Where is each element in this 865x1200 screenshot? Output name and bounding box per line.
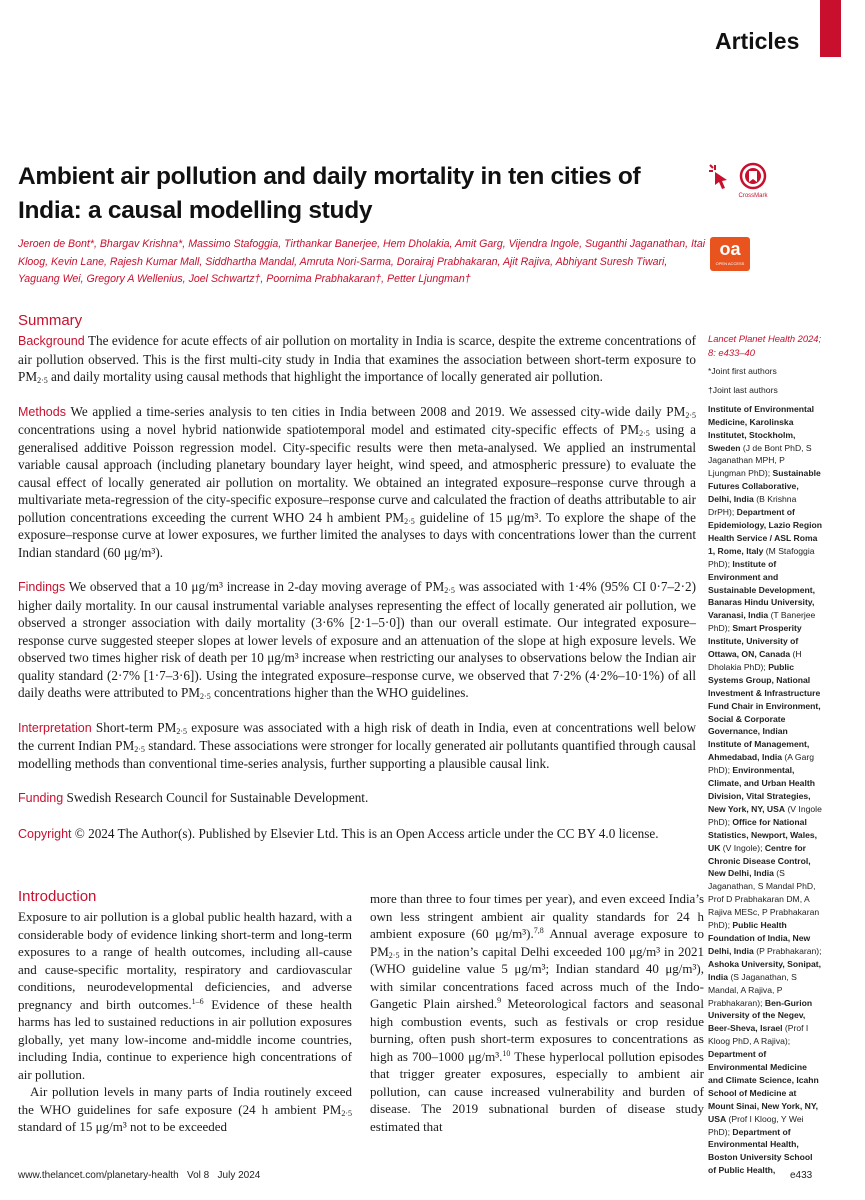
abstract-funding [18,789,696,808]
open-access-badge[interactable] [710,237,750,271]
intro-column-left: Exposure to air pollution is a global public health hazard, with a considerable body of evidence linking short-term and long-term exposures to a range of health outcomes, including all-cause and cause-specific mortality, respiratory and cardiovascular conditions, neurodevelopmental deficiencies, and adverse pregnancy and birth outcomes.$^{1-6}$ Evidence of these health harms has led to sustained reductions in air pollution exposures globally, yet many low-income and-middle income countries, including India, continue to experience high concentrations of air pollution. Air pollution levels in many parts of India routinely exceed the WHO guidelines for safe exposure (24 h ambient $PM_{2\cdot 5}$ standard of 15 μg/m³ not to be exceeded [18,909,352,1134]
affiliations: Institute of Environmental Medicine, Karolinska Institutet, Stockholm, Sweden (J de Bont PhD, S Jaganathan MPH, P Ljungman PhD); Sustainable Futures Collaborative, Delhi, India (B Krishna DrPH); Department of Epidemiology, Lazio Region Health Service / ASL Roma 1, Rome, Italy (M Stafoggia PhD); Institute of Environment and Sustainable Development, Banaras Hindu University, Varanasi, India (T Banerjee PhD); Smart Prosperity Institute, University of Ottawa, ON, Canada (H Dholakia PhD); Public Systems Group, National Investment & Infrastructure Fund Chair in Environment, Social & Corporate Governance, Indian Institute of Management, Ahmedabad, India (A Garg PhD); Environmental, Climate, and Urban Health Division, Vital Strategies, New York, NY, USA (V Ingole PhD); Office for National Statistics, Newport, Wales, UK (V Ingole); Centre for Chronic Disease Control, New Delhi, India (S Jaganathan, S Mandal PhD, Prof D Prabhakaran DM, A Rajiva MESc, P Prabhakaran PhD); Public Health Foundation of India, New Delhi, India (P Prabhakaran); Ashoka University, Sonipat, India (S Jaganathan, S Mandal, A Rajiva, P Prabhakaran); Ben-Gurion University of the Negev, Beer-Sheva, Israel (Prof I Kloog PhD, A Rajiva); Department of Environmental Medicine and Climate Science, Icahn School of Medicine at Mount Sinai, New York, NY, USA (Prof I Kloog, Y Wei PhD); Department of Environmental Health, Boston University School of Public Health, [708,403,822,1176]
footer-journal[interactable]: www.thelancet.com/planetary-health Vol 8 July 2024 [18,1170,261,1181]
sidebar [708,332,823,1177]
article-title: Ambient air pollution and daily mortality in ten cities of India: a causal modelling study [18,163,641,224]
background-label: Background [18,334,85,348]
oa-subtext: OPEN ACCESS [715,261,745,266]
intro-column-right: more than three to four times per year), and even exceed India’s own less stringent ambient air quality standards for 24 h ambient exposure (60 μg/m³).$^{7,8}$ Annual average exposure to $PM_{2\cdot 5}$ in the nation’s capital Delhi exceeded 100 μg/m³ in 2021 (WHO guideline value 5 μg/m³; Indian standard 40 μg/m³), with similar concentrations faced across much of the Indo-Gangetic Plain airshed.$^9$ Meteorological factors and seasonal high combustion events, such as festivals or crop residue burning, often push short-term exposures to concentrations as high as 700–1000 μg/m³.$^{10}$ These hyperlocal pollution episodes that trigger greater exposures, especially to ambient air pollution, can cause increased vulnerability and burden of disease. The 2019 subnational burden of disease study estimated that [370,891,704,1134]
abstract-findings: Findings We observed that a 10 μg/m³ increase in 2-day moving average of $PM_{2\cdot 5}$ was associated with 1·4% (95% CI 0·7–2·2) higher daily mortality. In our causal instrumental variable analyses representing the effect of locally generated air pollution, we observed a stronger association with daily mortality (3·6% [2·1–5·0]) than our overall estimate. Our integrated exposure–response curve suggested steeper slopes at lower levels of exposure and an attenuation of the slope at high exposure levels. We observed two times higher risk of death per 10 μg/m³ increase when restricting our analyses to observations below the Indian air quality standard (2·7% [1·7–3·6]). Using the integrated exposure–response curve, we observed that 7·2% (4·2%–10·1%) of all daily deaths were attributed to $PM_{2\cdot 5}$ concentrations higher than the WHO guidelines. [18,579,697,701]
summary-heading: Summary [18,312,83,329]
abstract-methods: Methods We applied a time-series analysis to ten cities in India between 2008 and 2019. We assessed city-wide daily $PM_{2\cdot 5}$ concentrations using a novel hybrid nationwide spatiotemporal model and estimated city-specific effects of $PM_{2\cdot 5}$ using a generalised additive Poisson regression model. City-specific results were then meta-analysed. We applied an instrumental variable causal approach (including planetary boundary layer height, wind speed, and atmospheric pressure) to evaluate the causal effect of locally generated air pollution on mortality. We obtained an integrated exposure–response curve through a multivariate meta-regression of the city-specific exposure–response curve and calculated the fraction of deaths attributable to air pollution concentrations exceeding the current WHO 24 h ambient $PM_{2\cdot 5}$ guideline of 15 μg/m³. To explore the shape of the exposure–response curve at lower exposures, we further limited the analyses to days with concentrations lower than the current Indian standard (60 μg/m³). [18,403,696,560]
methods-label: Methods [18,404,66,419]
abstract-background: Background The evidence for acute effects of air pollution on mortality in India is scarce, despite the extreme concentrations of air pollution observed. This is the first multi-city study in India that examines the association between short-term exposure to $PM_{2\cdot 5}$ and daily mortality using causal methods that highlight the importance of locally generated air pollution. [18,333,696,385]
abstract-interpretation: Interpretation Short-term $PM_{2\cdot 5}$ exposure was associated with a high risk of death in India, even at concentrations well below the current Indian $PM_{2\cdot 5}$ standard. These associations were stronger for locally generated air pollutants quantified through causal modelling methods than conventional time-series analysis, further supporting a plausible causal link. [18,719,696,771]
crossmark-label: CrossMark [738,193,768,199]
joint-first-note: *Joint first authors [708,366,777,376]
section-color-bar [820,0,841,57]
interpretation-label: Interpretation [18,720,92,735]
journal-citation: Lancet Planet Health 2024; 8: e433–40 [708,333,822,358]
findings-label: Findings [18,580,66,594]
footer-page-number: e433 [790,1170,813,1181]
introduction-heading: Introduction [18,888,97,905]
funding-label: Funding [18,791,64,805]
copyright-label: Copyright [18,826,72,841]
oa-text: oa [719,239,741,259]
abstract [18,332,696,860]
joint-last-note: †Joint last authors [708,384,778,395]
section-label: Articles [715,28,800,54]
author-list: Jeroen de Bont*, Bhargav Krishna*, Massimo Stafoggia, Tirthankar Banerjee, Hem Dholakia, Amit Garg, Vijendra Ingole, Suganthi Jaganathan, Itai Kloog, Kevin Lane, Rajesh Kumar Mall, Siddhartha Mandal, Amruta Nori-Sarma, Dorairaj Prabhakaran, Ajit Rajiva, Abhiyant Suresh Tiwari, Yaguang Wei, Gregory A Wellenius, Joel Schwartz†, Poornima Prabhakaran†, Petter Ljungman† [18,238,706,285]
abstract-copyright [18,825,696,844]
crossmark-icon[interactable] [705,160,775,206]
funding-text: Swedish Research Council for Sustainable Development. [66,790,369,805]
copyright-text: © 2024 The Author(s). Published by Elsevier Ltd. This is an Open Access article under the CC BY 4.0 license. [74,825,659,841]
